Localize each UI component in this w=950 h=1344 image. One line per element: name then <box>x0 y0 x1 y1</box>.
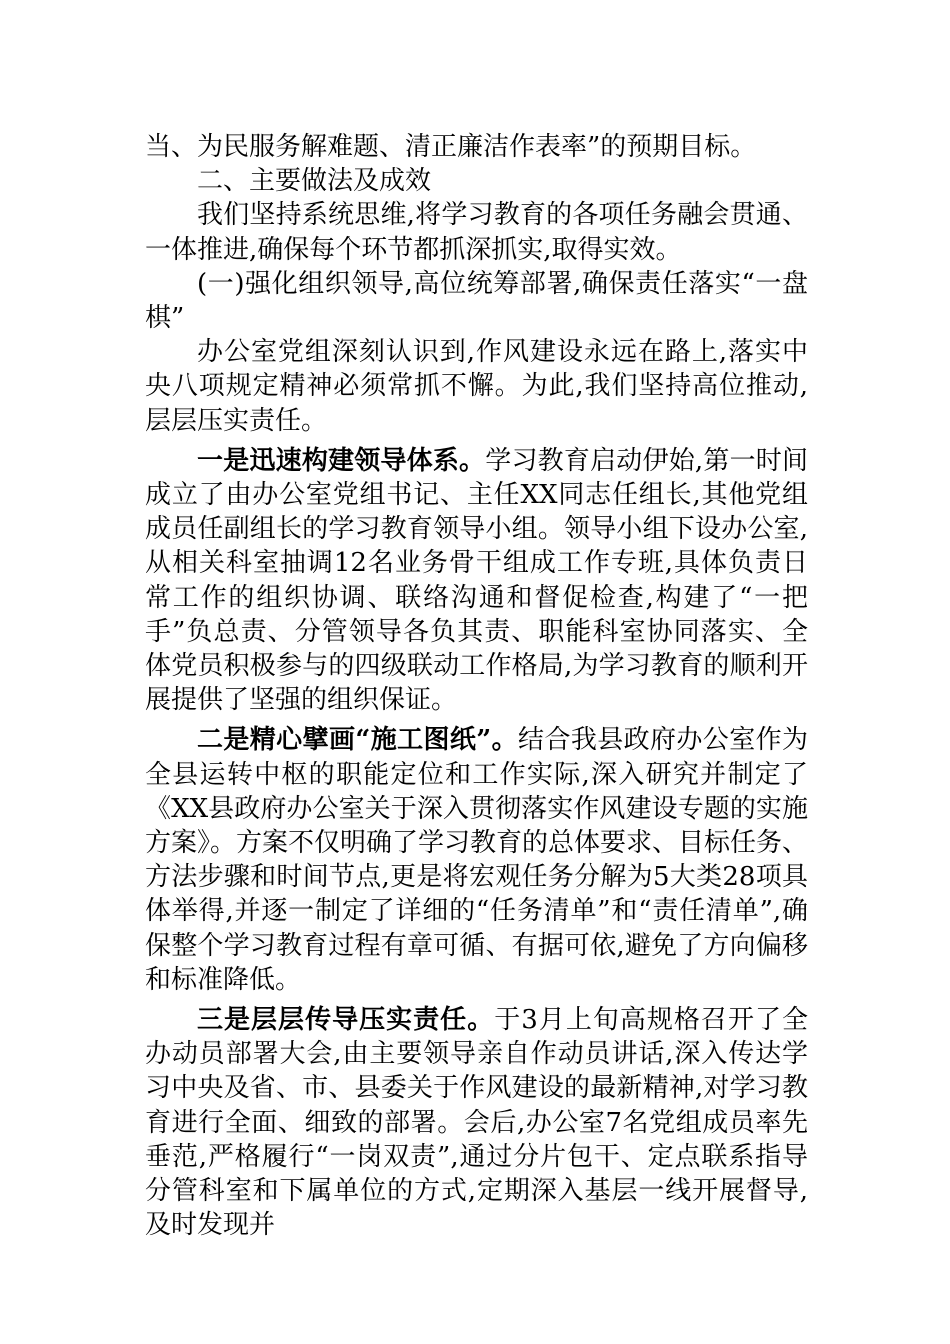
list-item-1-body: 学习教育启动伊始,第一时间成立了由办公室党组书记、主任XX同志任组长,其他党组成员任副组长的学习教育领导小组。领导小组下设办公室,从相关科室抽调12名业务骨干组成工作专班,具体负责日常工作的组织协调、联络沟通和督促检查,构建了“一把手”负总责、分管领导各负其责、职能科室协同落实、全体党员积极参与的四级联动工作格局,为学习教育的顺利开展提供了坚强的组织保证。 <box>145 445 808 716</box>
list-item-3 <box>145 1003 808 1242</box>
list-item-3-lead: 三是层层传导压实责任。 <box>197 1005 495 1036</box>
section-heading: 二、主要做法及成效 <box>197 166 432 197</box>
paragraph-subsection: 办公室党组深刻认识到,作风建设永远在路上,落实中央八项规定精神必须常抓不懈。为此,我们坚持高位推动,层层压实责任。 <box>145 337 808 436</box>
list-item-2-body: 结合我县政府办公室作为全县运转中枢的职能定位和工作实际,深入研究并制定了《XX县政府办公室关于深入贯彻落实作风建设专题的实施方案》。方案不仅明确了学习教育的总体要求、目标任务、方法步骤和时间节点,更是将宏观任务分解为5大类28项具体举得,并逐一制定了详细的“任务清单”和“责任清单”,确保整个学习教育过程有章可循、有据可依,避免了方向偏移和标准降低。 <box>145 725 809 995</box>
list-item-2-lead: 二是精心擘画“施工图纸”。 <box>197 725 519 756</box>
paragraph-intro: 我们坚持系统思维,将学习教育的各项任务融会贯通、一体推进,确保每个环节都抓深抓实,取得实效。 <box>145 200 808 265</box>
list-item-1-lead: 一是迅速构建领导体系。 <box>197 445 486 476</box>
list-item-2 <box>145 723 808 997</box>
list-item-1 <box>145 444 808 718</box>
paragraph-continuation: 当、为民服务解难题、清正廉洁作表率”的预期目标。 <box>145 132 757 162</box>
list-item-3-body: 于3月上旬高规格召开了全办动员部署大会,由主要领导亲自作动员讲话,深入传达学习中央及省、市、县委关于作风建设的最新精神,对学习教育进行全面、细致的部署。会后,办公室7名党组成员率先垂范,严格履行“一岗双责”,通过分片包干、定点联系指导分管科室和下属单位的方式,定期深入基层一线开展督导,及时发现并 <box>145 1005 808 1241</box>
subsection-heading: (一)强化组织领导,高位统筹部署,确保责任落实“一盘棋” <box>145 268 808 334</box>
document-body <box>145 130 808 1243</box>
